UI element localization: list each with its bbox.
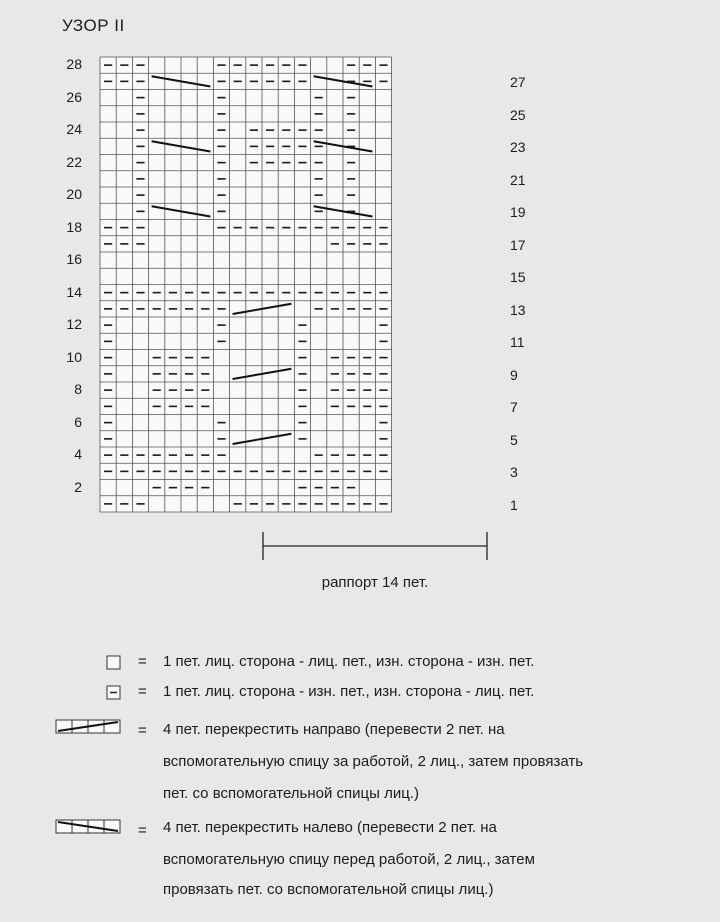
row-number-right: 21 <box>510 171 526 188</box>
row-number-right: 3 <box>510 464 518 481</box>
repeat-label: раппорт 14 пет. <box>321 574 429 591</box>
row-number-left: 28 <box>66 56 82 72</box>
row-number-right: 23 <box>510 139 526 156</box>
legend-text-cross-left-2: вспомогательную спицу перед работой, 2 лиц., затем <box>163 851 535 868</box>
cross-right-symbol <box>55 719 125 735</box>
knit-stitch-symbol <box>106 655 122 671</box>
row-number-left: 12 <box>66 316 82 332</box>
legend-equals: = <box>138 653 147 670</box>
row-number-left: 24 <box>66 121 82 137</box>
row-number-left: 10 <box>66 348 82 365</box>
row-number-right: 9 <box>510 366 518 383</box>
legend-equals: = <box>138 822 147 839</box>
row-number-left: 26 <box>66 88 82 105</box>
repeat-bracket <box>262 530 488 570</box>
legend-text-cross-right-3: пет. со вспомогательной спицы лиц.) <box>163 785 419 802</box>
cross-left-symbol <box>55 819 125 835</box>
row-number-right: 15 <box>510 269 526 286</box>
legend-text-purl: 1 пет. лиц. сторона - изн. пет., изн. сторона - лиц. пет. <box>163 683 535 700</box>
row-number-right: 27 <box>510 74 526 91</box>
row-number-left: 20 <box>66 186 82 202</box>
legend-text-cross-left-1: 4 пет. перекрестить налево (перевести 2 пет. на <box>163 819 497 836</box>
row-number-left: 16 <box>66 251 82 267</box>
row-number-right: 13 <box>510 301 526 318</box>
legend-text-knit: 1 пет. лиц. сторона - лиц. пет., изн. сторона - изн. пет. <box>163 653 535 670</box>
row-number-right: 19 <box>510 204 526 221</box>
pattern-title: УЗОР II <box>62 16 125 35</box>
row-number-left: 2 <box>74 478 82 495</box>
legend-equals: = <box>138 683 147 700</box>
row-number-right: 25 <box>510 106 526 123</box>
legend-text-cross-left-3: провязать пет. со вспомогательной спицы лиц.) <box>163 881 494 898</box>
row-number-left: 22 <box>66 153 82 170</box>
purl-stitch-symbol <box>106 685 122 701</box>
row-number-right: 5 <box>510 431 518 448</box>
row-number-left: 6 <box>74 413 82 430</box>
row-number-left: 4 <box>74 446 82 462</box>
row-number-left: 14 <box>66 283 82 300</box>
row-number-right: 17 <box>510 236 526 253</box>
row-number-right: 1 <box>510 496 518 513</box>
legend-text-cross-right-1: 4 пет. перекрестить направо (перевести 2 пет. на <box>163 721 505 738</box>
legend-equals: = <box>138 722 147 739</box>
legend-text-cross-right-2: вспомогательную спицу за работой, 2 лиц., затем провязать <box>163 753 584 770</box>
row-number-left: 8 <box>74 381 82 397</box>
row-number-left: 18 <box>66 218 82 235</box>
row-number-right: 11 <box>510 334 525 351</box>
row-number-right: 7 <box>510 399 518 416</box>
